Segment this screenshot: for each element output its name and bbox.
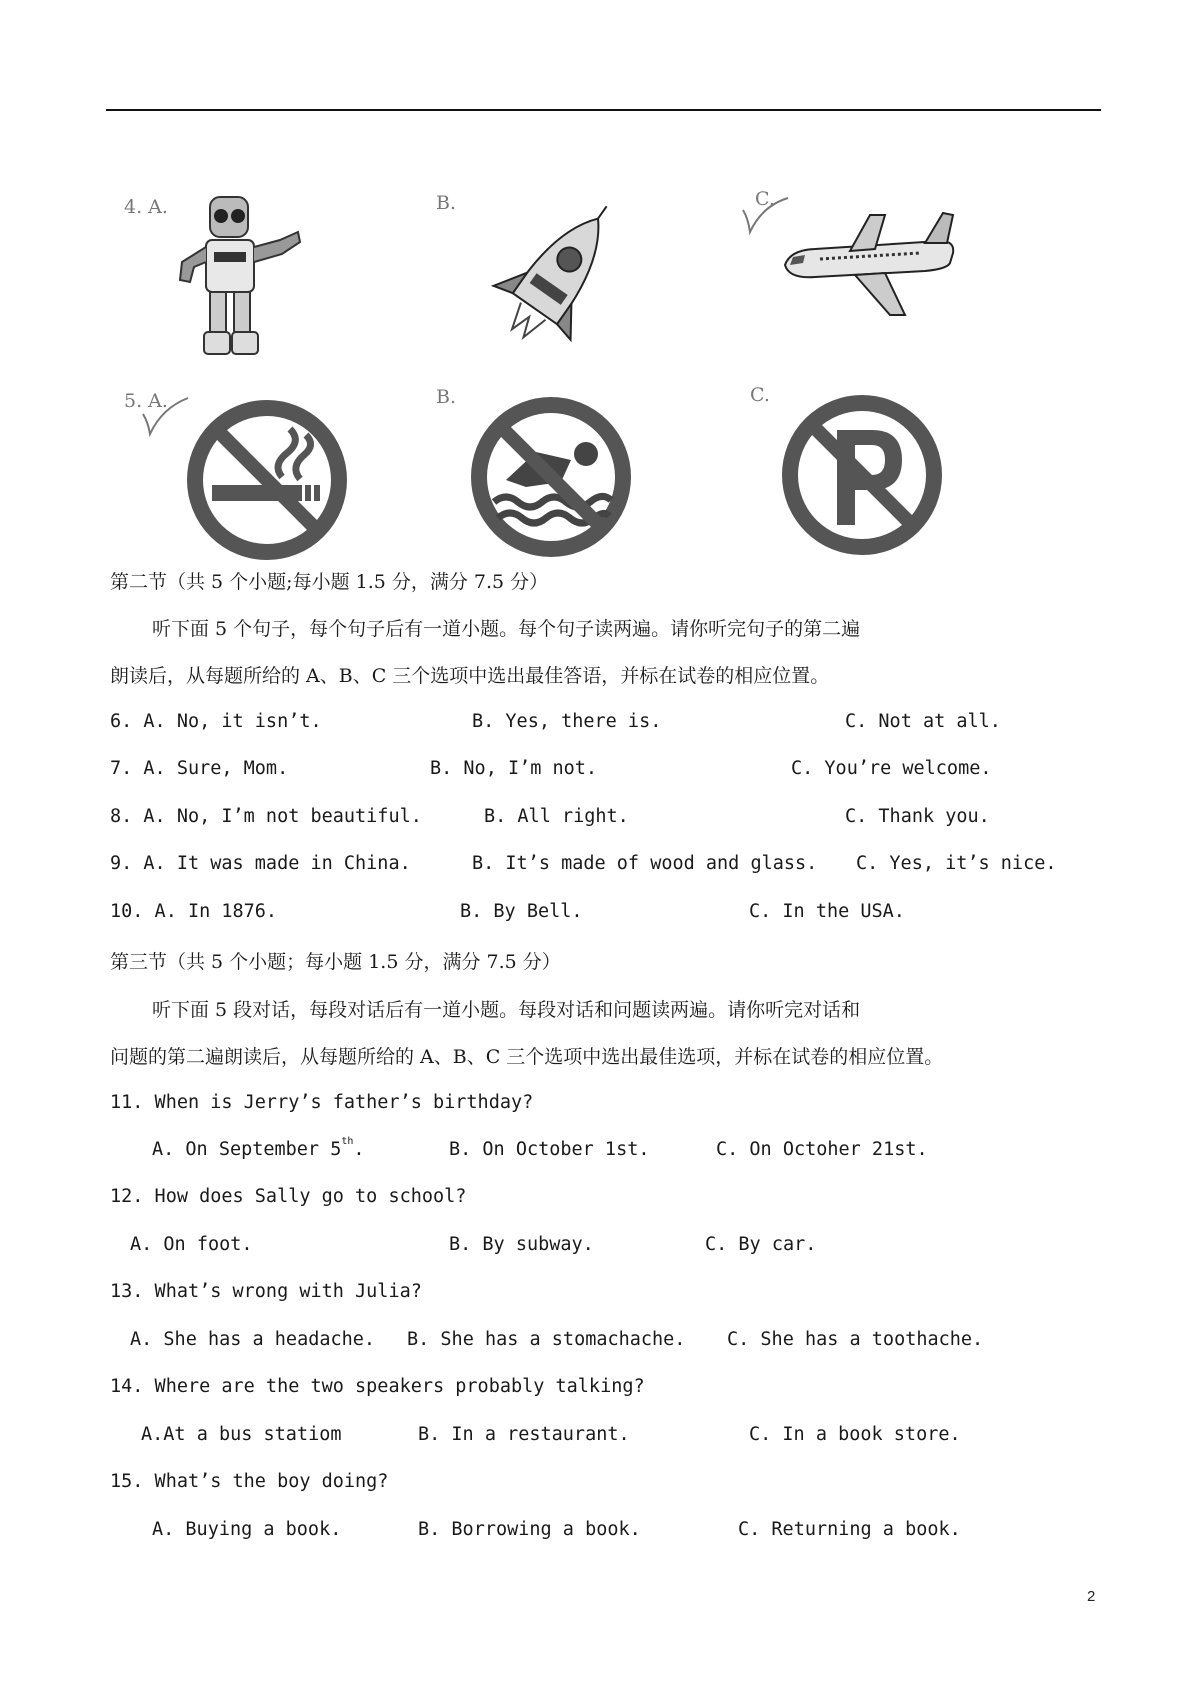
q5-label-a: 5. A.: [124, 390, 168, 412]
q14-option-c[interactable]: C. In a book store.: [749, 1424, 961, 1445]
q11-option-a-text: A. On September 5: [152, 1139, 342, 1160]
q12-question: 12. How does Sally go to school?: [110, 1186, 467, 1207]
q12-option-c[interactable]: C. By car.: [705, 1234, 817, 1255]
q10-option-a[interactable]: 10. A. In 1876.: [110, 901, 278, 922]
section3-instruction-1: 听下面 5 段对话，每段对话后有一道小题。每段对话和问题读两遍。请你听完对话和: [152, 999, 861, 1021]
q12-option-a[interactable]: A. On foot.: [130, 1234, 253, 1255]
q9-option-b[interactable]: B. It’s made of wood and glass.: [472, 853, 818, 874]
no-parking-icon: [777, 390, 947, 560]
q6-option-b[interactable]: B. Yes, there is.: [472, 711, 662, 732]
q8-option-a[interactable]: 8. A. No, I’m not beautiful.: [110, 806, 422, 827]
q7-option-a[interactable]: 7. A. Sure, Mom.: [110, 758, 289, 779]
q14-option-a[interactable]: A.At a bus statiom: [141, 1424, 342, 1445]
q9-option-a[interactable]: 9. A. It was made in China.: [110, 853, 411, 874]
q4-label-c: C.: [755, 188, 775, 210]
q8-option-c[interactable]: C. Thank you.: [845, 806, 990, 827]
page-number: 2: [1087, 1588, 1096, 1605]
q11-option-a-sup: th: [341, 1136, 354, 1147]
q12-option-b[interactable]: B. By subway.: [449, 1234, 594, 1255]
q6-option-a[interactable]: 6. A. No, it isn’t.: [110, 711, 322, 732]
q11-option-a-end: .: [353, 1139, 365, 1160]
section3-heading: 第三节（共 5 个小题；每小题 1.5 分，满分 7.5 分）: [110, 951, 561, 973]
q5-label-b: B.: [436, 386, 457, 408]
q15-option-c[interactable]: C. Returning a book.: [738, 1519, 961, 1540]
q15-option-a[interactable]: A. Buying a book.: [152, 1519, 342, 1540]
q11-option-a[interactable]: [152, 1136, 365, 1160]
q7-option-b[interactable]: B. No, I’m not.: [430, 758, 598, 779]
q11-option-b[interactable]: B. On October 1st.: [449, 1139, 650, 1160]
q8-option-b[interactable]: B. All right.: [484, 806, 629, 827]
q13-option-c[interactable]: C. She has a toothache.: [727, 1329, 984, 1350]
q15-option-b[interactable]: B. Borrowing a book.: [418, 1519, 641, 1540]
q10-option-c[interactable]: C. In the USA.: [749, 901, 905, 922]
q6-option-c[interactable]: C. Not at all.: [845, 711, 1001, 732]
q4-label-b: B.: [436, 192, 457, 214]
q10-option-b[interactable]: B. By Bell.: [460, 901, 583, 922]
q4-label-a: 4. A.: [124, 196, 168, 218]
section2-instruction-1: 听下面 5 个句子，每个句子后有一道小题。每个句子读两遍。请你听完句子的第二遍: [152, 618, 861, 640]
picture-options: [0, 0, 1200, 560]
rocket-icon: [460, 200, 650, 360]
q14-question: 14. Where are the two speakers probably talking?: [110, 1376, 645, 1397]
q15-question: 15. What’s the boy doing?: [110, 1471, 389, 1492]
q5-label-c: C.: [750, 384, 770, 406]
q13-question: 13. What’s wrong with Julia?: [110, 1281, 422, 1302]
section2-heading: 第二节（共 5 个小题;每小题 1.5 分，满分 7.5 分）: [110, 571, 549, 593]
section3-instruction-2: 问题的第二遍朗读后，从每题所给的 A、B、C 三个选项中选出最佳选项，并标在试卷的相应位置。: [110, 1046, 944, 1068]
q9-option-c[interactable]: C. Yes, it’s nice.: [856, 853, 1057, 874]
section2-instruction-2: 朗读后，从每题所给的 A、B、C 三个选项中选出最佳答语，并标在试卷的相应位置。: [110, 665, 830, 687]
no-swimming-icon: [466, 392, 636, 562]
no-smoking-icon: [182, 395, 352, 565]
q11-option-c[interactable]: C. On Octoher 21st.: [716, 1139, 928, 1160]
q13-option-a[interactable]: A. She has a headache.: [130, 1329, 376, 1350]
airplane-icon: [775, 205, 965, 325]
q13-option-b[interactable]: B. She has a stomachache.: [407, 1329, 686, 1350]
robot-icon: [170, 192, 310, 362]
q7-option-c[interactable]: C. You’re welcome.: [791, 758, 992, 779]
q14-option-b[interactable]: B. In a restaurant.: [418, 1424, 630, 1445]
q11-question: 11. When is Jerry’s father’s birthday?: [110, 1092, 534, 1113]
